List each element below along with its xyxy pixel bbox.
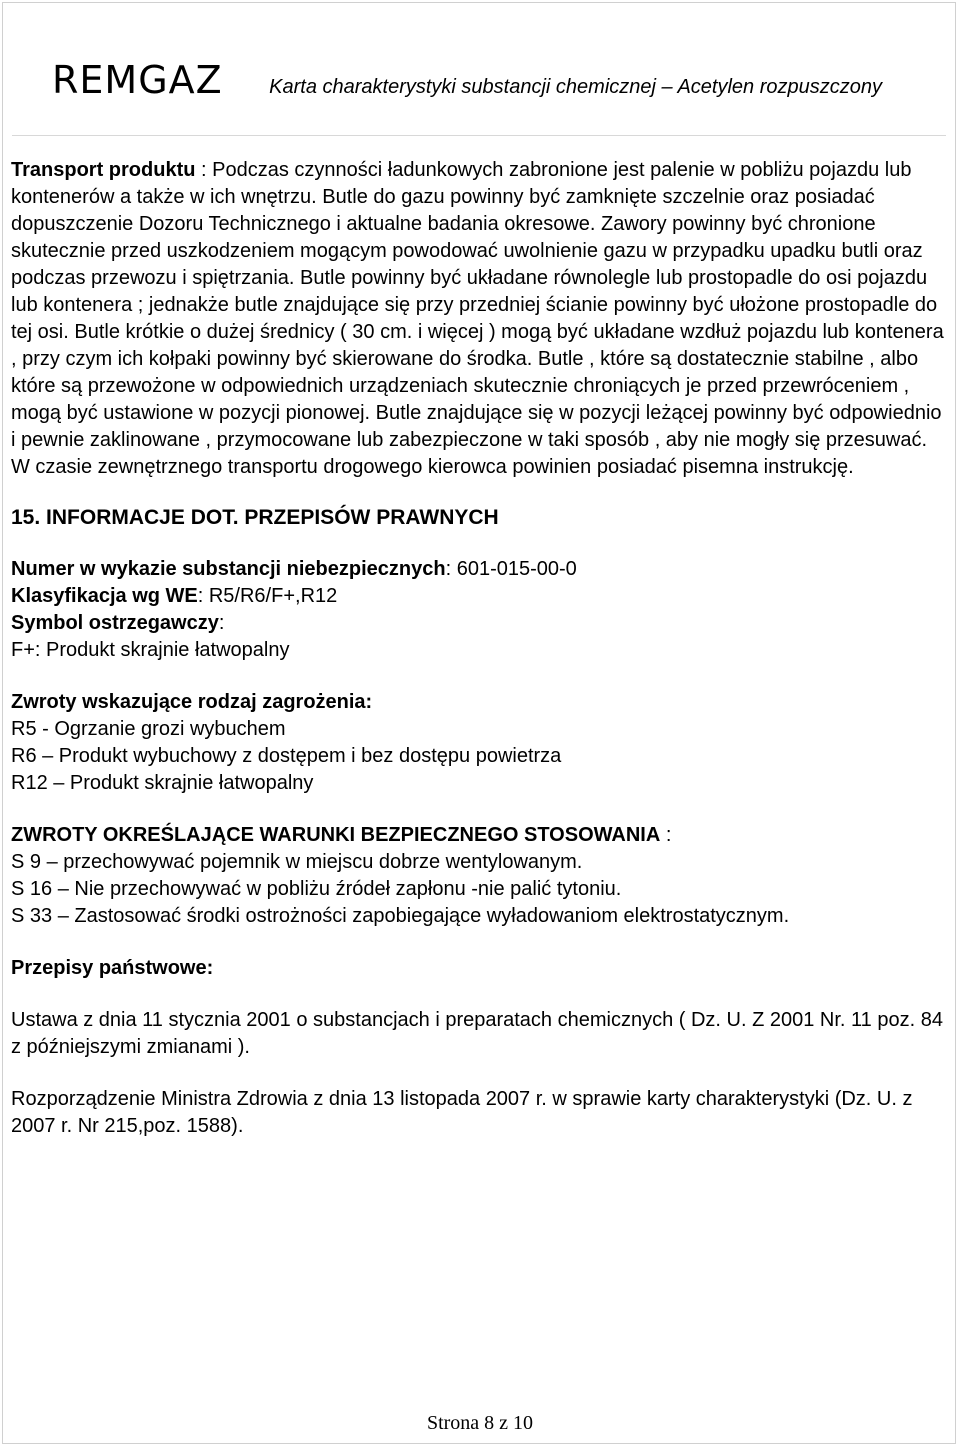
r-phrase-item: R6 – Produkt wybuchowy z dostępem i bez dostępu powietrza (11, 745, 562, 767)
document-subtitle: Karta charakterystyki substancji chemicznej – Acetylen rozpuszczony (269, 76, 882, 98)
classification-line (11, 583, 949, 610)
classification-value: : R5/R6/F+,R12 (197, 585, 338, 607)
section-15-title: 15. INFORMACJE DOT. PRZEPISÓW PRAWNYCH (11, 506, 499, 529)
law-reference-1: Ustawa z dnia 11 stycznia 2001 o substancjach i preparatach chemicznych ( Dz. U. Z 2001 Nr. 11 poz. 84 z późniejszymi zmianami ). (11, 1009, 943, 1058)
warning-symbol-value: F+: Produkt skrajnie łatwopalny (11, 639, 290, 661)
s-phrase-item: S 33 – Zastosować środki ostrożności zapobiegające wyładowaniom elektrostatycznym. (11, 905, 790, 927)
document-body (11, 157, 949, 1140)
r-phrase-item: R12 – Produkt skrajnie łatwopalny (11, 772, 314, 794)
page-number: Strona 8 z 10 (426, 1412, 534, 1434)
transport-label: Transport produktu (11, 159, 196, 181)
warning-symbol-label: Symbol ostrzegawczy (11, 612, 219, 634)
header-divider (12, 135, 946, 136)
s-phrases-title-line (11, 822, 949, 849)
warning-symbol-line (11, 610, 949, 637)
s-phrase-item: S 16 – Nie przechowywać w pobliżu źródeł zapłonu -nie palić tytoniu. (11, 878, 622, 900)
brand-name: REMGAZ (52, 58, 223, 102)
transport-driver-note: W czasie zewnętrznego transportu drogowego kierowca powinien posiadać pisemna instrukcję. (11, 456, 854, 478)
transport-paragraph (11, 157, 949, 454)
substance-number-label: Numer w wykazie substancji niebezpiecznych (11, 558, 446, 580)
document-header (52, 58, 932, 102)
r-phrases-title: Zwroty wskazujące rodzaj zagrożenia: (11, 691, 373, 713)
classification-block (11, 556, 949, 664)
transport-text: : Podczas czynności ładunkowych zabronione jest palenie w pobliżu pojazdu lub kontenerów a także w ich wnętrzu. Butle do gazu powinny być zamknięte szczelnie oraz posiadać dopuszczenie Dozoru Technicznego i aktualne badania okresowe. Zawory powinny być chronione skutecznie przed uszkodzeniem mogącym powodować uwolnienie gazu w przypadku upadku butli oraz podczas przewozu i spiętrzania. Butle powinny być układane równolegle lub prostopadle do osi pojazdu lub kontenera ; jednakże butle znajdujące się przy przedniej ścianie powinny być ułożone prostopadle do tej osi. Butle krótkie o dużej średnicy ( 30 cm. i więcej ) mogą być układane wzdłuż pojazdu lub kontenera , przy czym ich kołpaki powinny być skierowane do środka. Butle , które są dostatecznie stabilne , albo które są przewożone w odpowiednich urządzeniach skutecznie chroniących je przed przewróceniem , mogą być ustawione w pozycji pionowej. Butle znajdujące się w pozycji leżącej powinny być odpowiednio i pewnie zaklinowane , przymocowane lub zabezpieczone w taki sposób , aby nie mogły się przesuwać. (11, 159, 944, 451)
substance-number-value: : 601-015-00-0 (445, 558, 577, 580)
national-regulations-title: Przepisy państwowe: (11, 957, 214, 979)
substance-number-line (11, 556, 949, 583)
classification-label: Klasyfikacja wg WE (11, 585, 198, 607)
warning-symbol-colon: : (218, 612, 225, 634)
r-phrase-item: R5 - Ogrzanie grozi wybuchem (11, 718, 286, 740)
r-phrases-block (11, 689, 949, 797)
s-phrase-item: S 9 – przechowywać pojemnik w miejscu dobrze wentylowanym. (11, 851, 583, 873)
s-phrases-colon: : (660, 824, 672, 846)
s-phrases-block (11, 822, 949, 930)
law-reference-2: Rozporządzenie Ministra Zdrowia z dnia 13 listopada 2007 r. w sprawie karty charakterystyki (Dz. U. z 2007 r. Nr 215,poz. 1588). (11, 1088, 913, 1137)
s-phrases-title: ZWROTY OKREŚLAJĄCE WARUNKI BEZPIECZNEGO STOSOWANIA (11, 824, 661, 846)
